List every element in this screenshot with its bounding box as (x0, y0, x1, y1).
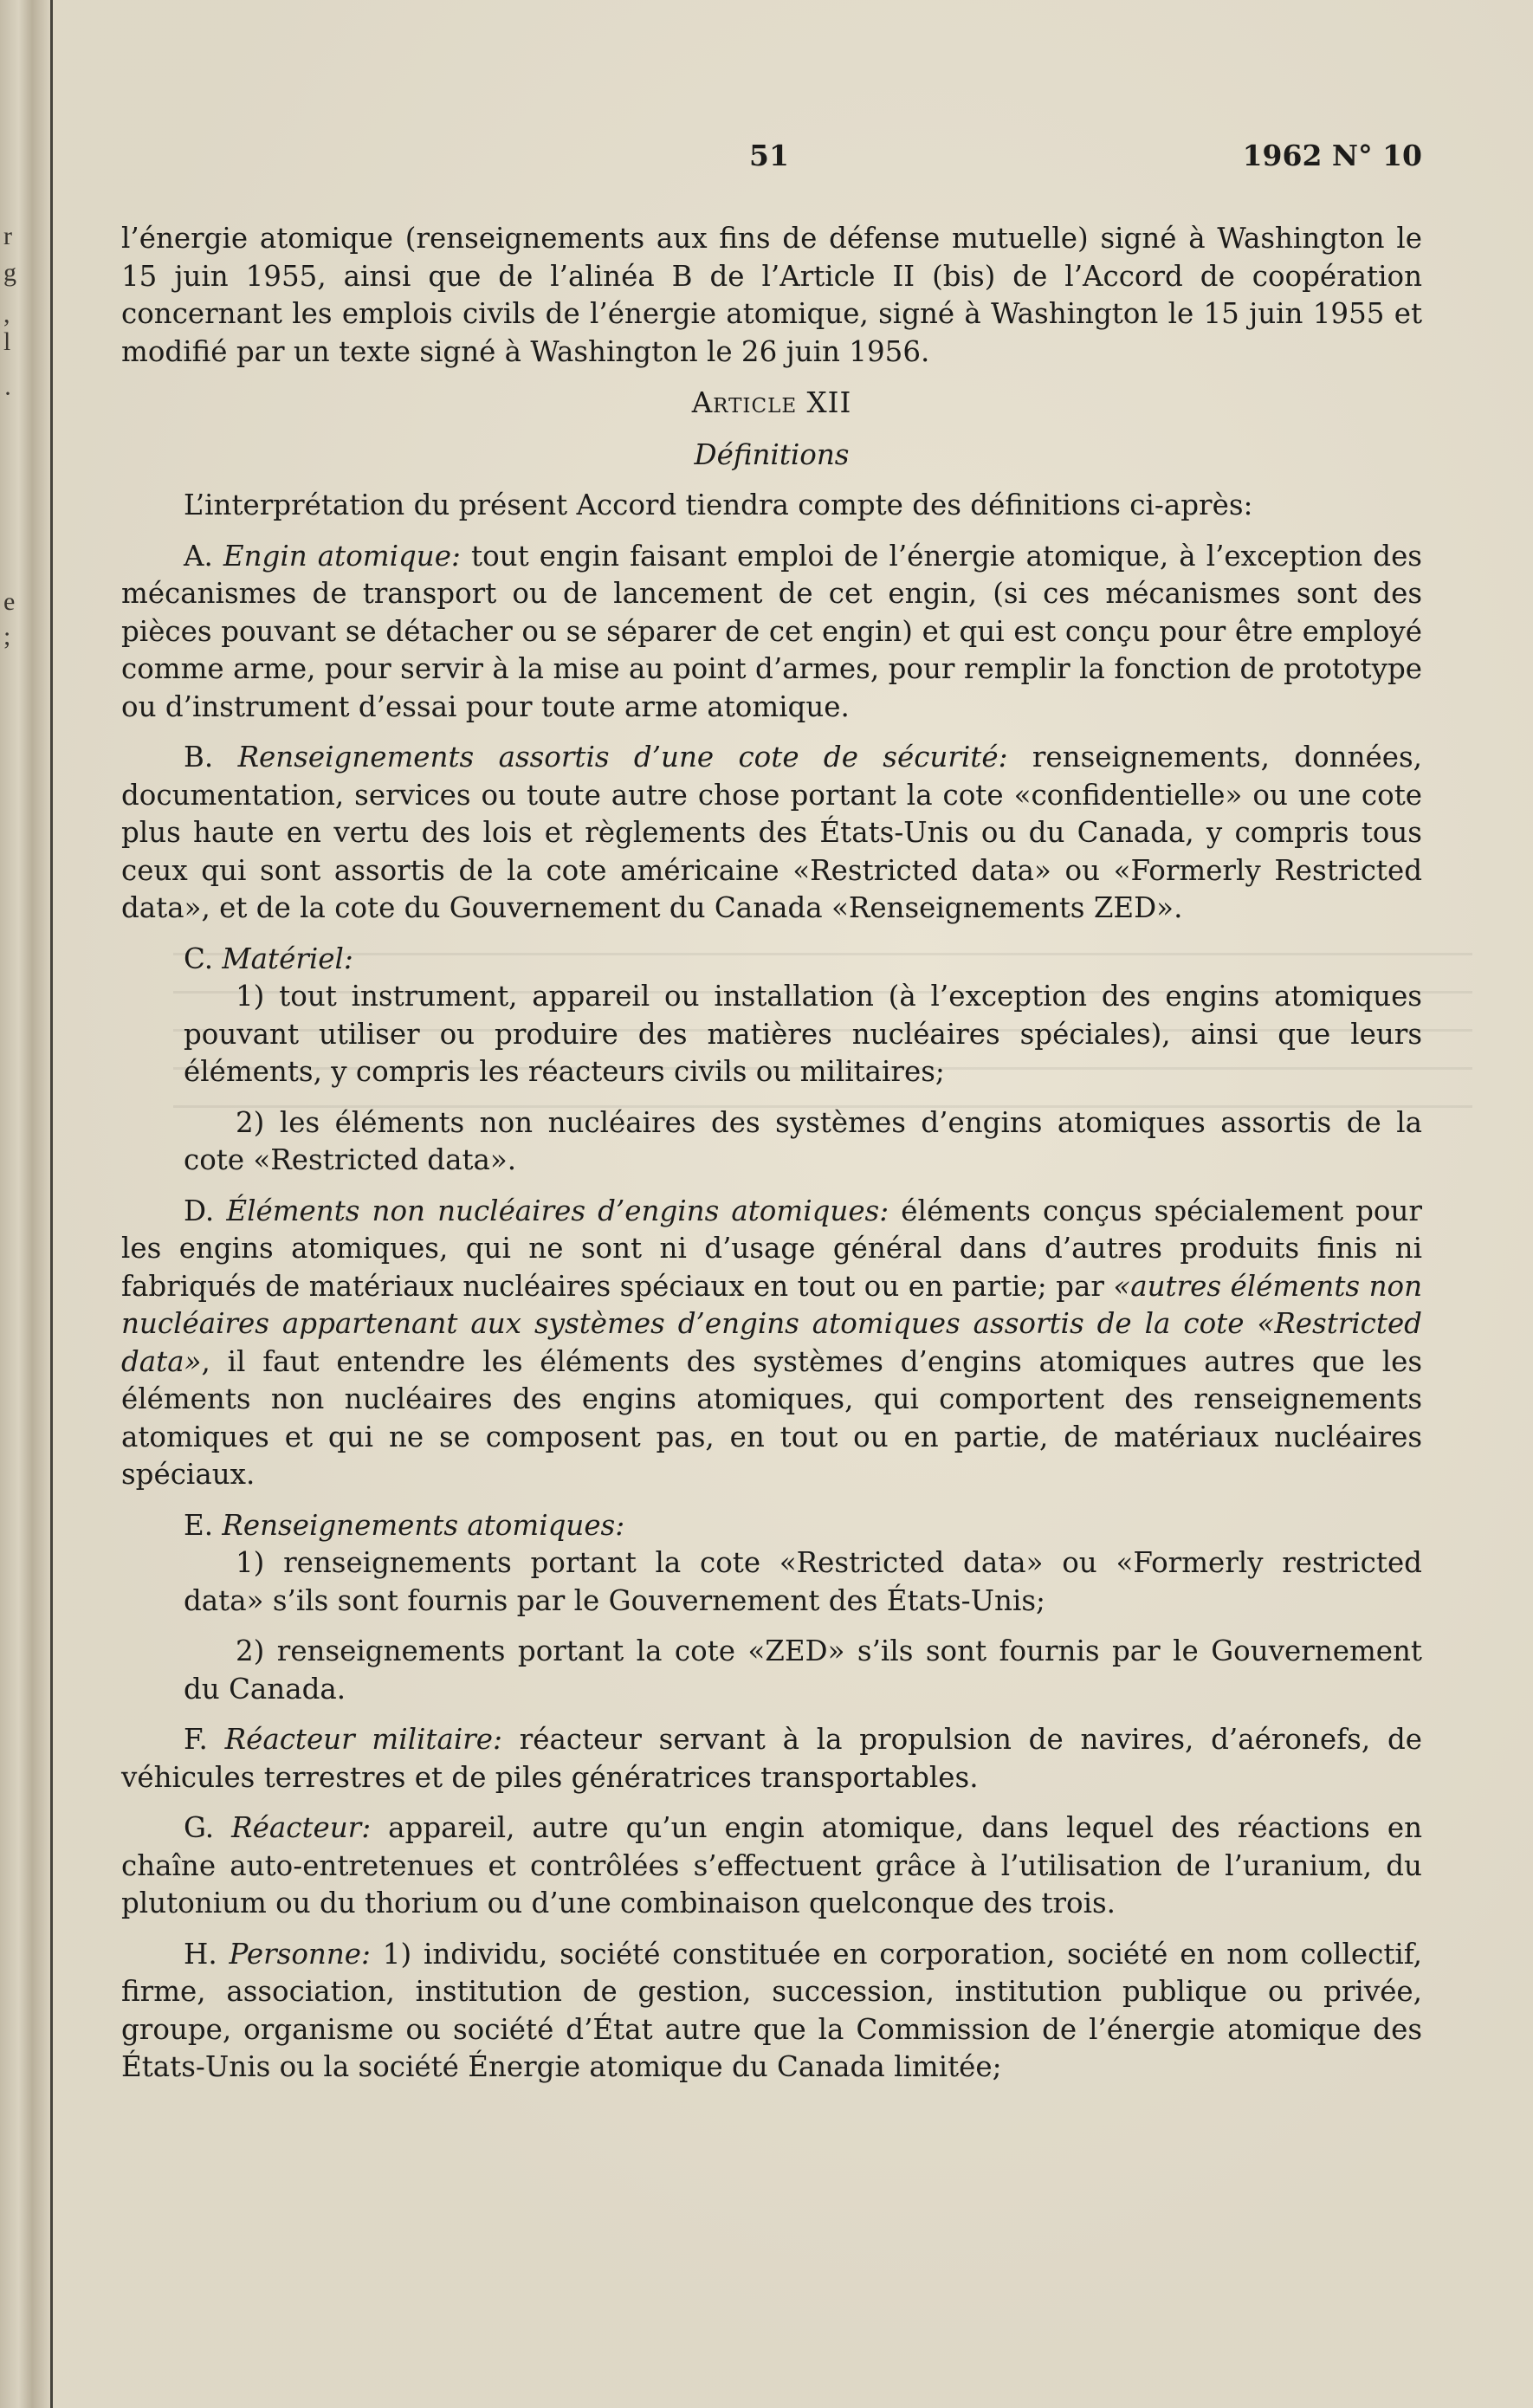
definition-letter: A. (184, 539, 213, 573)
definition-term: Engin atomique: (223, 539, 461, 573)
margin-fragment: ; (3, 622, 11, 651)
definition-c-item-1: 1) tout instrument, appareil ou installation (à l’exception des engins atomiques pouvant utiliser ou produire des matières nucléaires spéciales), ainsi que leurs éléments, y compris les réacteurs civils ou militaires; (184, 980, 1422, 1088)
definition-g (121, 1809, 1422, 1923)
definition-text: tout engin faisant emploi de l’énergie atomique, à l’exception des mécanismes de transport ou de lancement de cet engin, (si ces mécanismes sont des pièces pouvant se détacher ou se séparer de cet engin) et qui est conçu pour être employé comme arme, pour servir à la mise au point d’armes, pour remplir la fonction de prototype ou d’instrument d’essai pour toute arme atomique. (121, 539, 1422, 723)
definition-d (121, 1193, 1422, 1494)
definition-letter: C. (184, 942, 214, 975)
definition-term: Réacteur: (231, 1811, 372, 1844)
article-title: Article XII (691, 386, 852, 419)
book-binding-gutter (0, 0, 54, 2408)
gutter-line (50, 0, 53, 2408)
margin-fragment: l (3, 327, 11, 356)
margin-fragment: r (3, 222, 12, 250)
definition-text: éléments conçus spécialement pour les engins atomiques, qui ne sont ni d’usage général dans d’autres produits finis ni fabriqués de matériaux nucléaires spéciaux en tout ou en partie; par (121, 1194, 1422, 1303)
definition-e-item-2: 2) renseignements portant la cote «ZED» s’ils sont fournis par le Gouvernement du Canada. (184, 1634, 1422, 1706)
definition-letter: E. (184, 1508, 214, 1542)
definition-term: Matériel: (222, 942, 353, 975)
page-number: 51 (749, 139, 789, 172)
definition-c-item-2: 2) les éléments non nucléaires des systèmes d’engins atomiques assortis de la cote «Restricted data». (184, 1105, 1422, 1176)
definition-c (121, 941, 1422, 979)
definition-letter: G. (184, 1811, 215, 1844)
definition-f (121, 1721, 1422, 1796)
definition-letter: D. (184, 1194, 215, 1227)
definition-letter: H. (184, 1937, 217, 1971)
definition-e (121, 1507, 1422, 1545)
margin-fragment: , (3, 300, 10, 328)
margin-fragment: · (3, 379, 12, 408)
definition-term: Renseignements assortis d’une cote de sécurité: (237, 741, 1008, 774)
definition-term: Renseignements atomiques: (222, 1508, 625, 1542)
definition-text: 1) individu, société constituée en corporation, société en nom collectif, firme, association, institution de gestion, succession, institution publique ou privée, groupe, organisme ou société d’État autre que la Commission de l’énergie atomique des États-Unis ou la société Énergie atomique du Canada limitée; (121, 1937, 1422, 2083)
definition-text: appareil, autre qu’un engin atomique, dans lequel des réactions en chaîne auto-entretenues et contrôlées s’effectuent grâce à l’utilisation de l’uranium, du plutonium ou du thorium ou d’une combinaison quelconque des trois. (121, 1811, 1422, 1919)
margin-fragment: g (3, 258, 16, 287)
definition-term: Réacteur militaire: (224, 1723, 502, 1756)
intro-paragraph: l’énergie atomique (renseignements aux fins de défense mutuelle) signé à Washington le 15 juin 1955, ainsi que de l’alinéa B de l’Article II (bis) de l’Accord de coopération concernant les emplois civils de l’énergie atomique, signé à Washington le 15 juin 1955 et modifié par un texte signé à Washington le 26 juin 1956. (121, 222, 1422, 368)
definition-text: , il faut entendre les éléments des systèmes d’engins atomiques autres que les éléments non nucléaires des engins atomiques, qui comportent des renseignements atomiques et qui ne se composent pas, en tout ou en partie, de matériaux nucléaires spéciaux. (121, 1344, 1422, 1491)
margin-fragment: e (3, 587, 16, 616)
definition-term: Éléments non nucléaires d’engins atomiques: (226, 1194, 889, 1227)
article-subtitle: Définitions (694, 437, 850, 471)
body-text (121, 220, 1422, 2087)
running-header (121, 139, 1422, 182)
definition-h (121, 1936, 1422, 2087)
definition-term: Personne: (229, 1937, 371, 1971)
document-reference: 1962 N° 10 (1242, 139, 1422, 172)
definition-b (121, 739, 1422, 928)
definition-letter: F. (184, 1723, 208, 1756)
definition-quoted-term: «autres éléments non nucléaires appartenant aux systèmes d’engins atomiques assortis de la cote «Restricted data» (121, 1269, 1422, 1378)
definition-e-item-1: 1) renseignements portant la cote «Restricted data» ou «Formerly restricted data» s’ils sont fournis par le Gouvernement des États-Unis; (184, 1546, 1422, 1617)
definition-a (121, 538, 1422, 727)
preamble: L’interprétation du présent Accord tiendra compte des définitions ci-après: (184, 489, 1253, 521)
definition-text: réacteur servant à la propulsion de navires, d’aéronefs, de véhicules terrestres et de piles génératrices transportables. (121, 1723, 1422, 1794)
definition-text: renseignements, données, documentation, services ou toute autre chose portant la cote «confidentielle» ou une cote plus haute en vertu des lois et règlements des États-Unis ou du Canada, y compris tous ceux qui sont assortis de la cote américaine «Restricted data» ou «Formerly Restricted data», et de la cote du Gouvernement du Canada «Renseignements ZED». (121, 741, 1422, 924)
definition-letter: B. (184, 741, 214, 774)
